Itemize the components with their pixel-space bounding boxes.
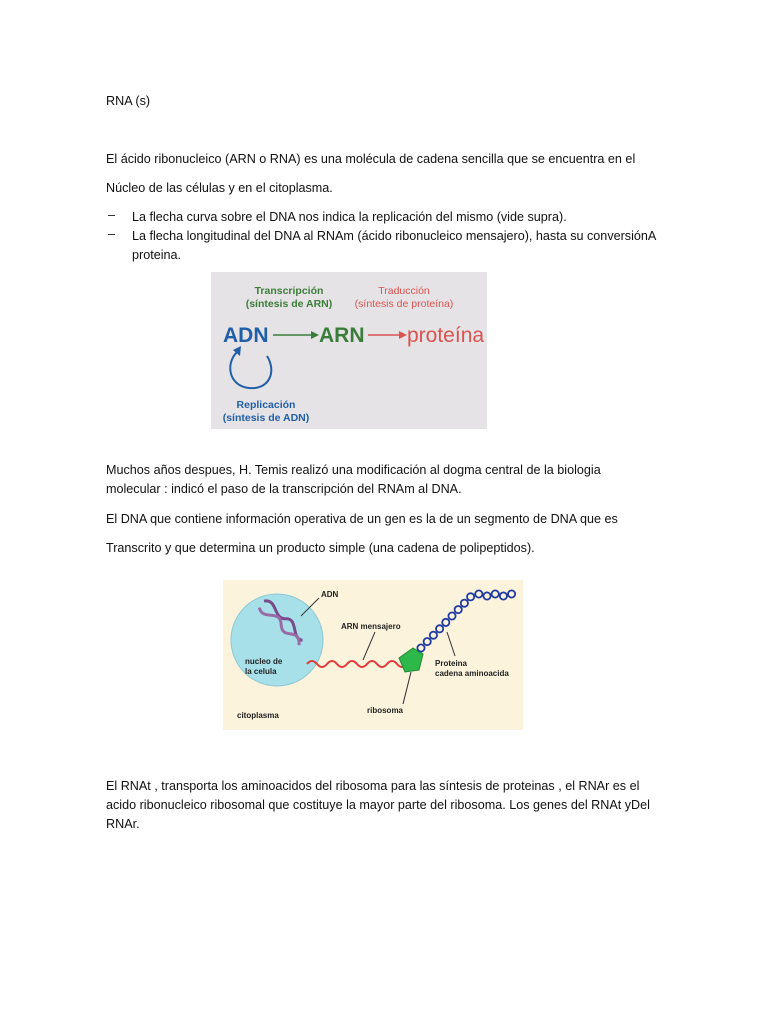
paragraph-3-line-1: El DNA que contiene información operativa de un gen es la de un segmento de DNA que es: [106, 512, 618, 526]
arn-label: ARN: [319, 324, 365, 347]
doc-title: RNA (s): [106, 94, 151, 108]
bullet-marker: –: [108, 227, 116, 241]
translation-sublabel: (síntesis de proteína): [354, 298, 454, 310]
ribosome-label: ribosoma: [367, 706, 404, 715]
transcription-sublabel: (síntesis de ARN): [245, 298, 333, 310]
replication-label: Replicación: [236, 399, 296, 411]
paragraph-1-line-1: El ácido ribonucleico (ARN o RNA) es una molécula de cadena sencilla que se encuentra en el: [106, 152, 636, 166]
paragraph-4-line-3: RNAr.: [106, 817, 140, 831]
cytoplasm-label: citoplasma: [237, 711, 279, 720]
paragraph-1-line-2: Núcleo de las células y en el citoplasma.: [106, 181, 333, 195]
transcription-label: Transcripción: [254, 285, 324, 297]
bullet-2-line-1: La flecha longitudinal del DNA al RNAm (ácido ribonucleico mensajero), hasta su conversiónA: [132, 229, 657, 243]
central-dogma-figure: [211, 272, 487, 429]
paragraph-2-line-2: molecular : indicó el paso de la transcripción del RNAm al DNA.: [106, 482, 462, 496]
paragraph-2-line-1: Muchos años despues, H. Temis realizó una modificación al dogma central de la biologia: [106, 463, 601, 477]
translation-label: Traducción: [378, 285, 430, 297]
nucleus-label-line-1: nucleo de: [245, 657, 283, 666]
paragraph-4-line-1: El RNAt , transporta los aminoacidos del ribosoma para las síntesis de proteinas , el RNAr es el: [106, 779, 640, 793]
bullet-marker: –: [108, 208, 116, 222]
replication-sublabel: (síntesis de ADN): [222, 412, 310, 424]
paragraph-4-line-2: acido ribonucleico ribosomal que costituye la mayor parte del ribosoma. Los genes del RNAt yDel: [106, 798, 650, 812]
protein-label-line-1: Proteina: [435, 659, 468, 668]
adn-label: ADN: [321, 590, 339, 599]
adn-label: ADN: [223, 324, 269, 347]
paragraph-3-line-2: Transcrito y que determina un producto simple (una cadena de polipeptidos).: [106, 541, 535, 555]
mrna-label: ARN mensajero: [341, 622, 401, 631]
bullet-2-line-2: proteina.: [132, 248, 182, 262]
cell-protein-synthesis-figure: [223, 580, 523, 730]
nucleus-label-line-2: la celula: [245, 667, 277, 676]
bullet-1-text: La flecha curva sobre el DNA nos indica la replicación del mismo (vide supra).: [132, 210, 567, 224]
proteina-label: proteína: [407, 324, 485, 347]
protein-label-line-2: cadena aminoacida: [435, 669, 509, 678]
